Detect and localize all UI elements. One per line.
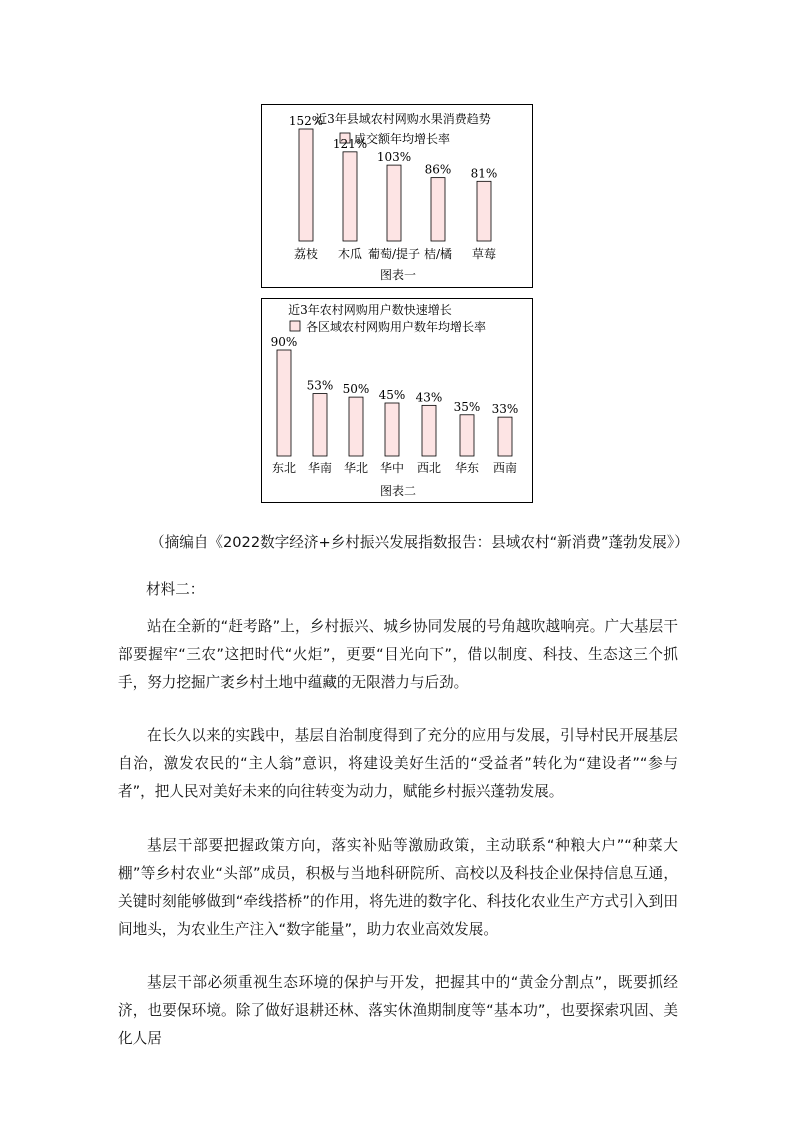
value-label-4: 86% <box>424 162 452 177</box>
category-label-2: 华南 <box>307 461 333 475</box>
bar-2 <box>343 152 357 241</box>
value-label-3: 103% <box>376 150 412 165</box>
category-label-5: 西北 <box>416 461 442 475</box>
value-label-7: 33% <box>491 402 519 417</box>
paragraph-1: 站在全新的“赶考路”上，乡村振兴、城乡协同发展的号角越吹越响亮。广大基层干部要握牢“三农”这把时代“火炬”，更要“目光向下”，借以制度、科技、生态这三个抓手，努力挖掘广袤乡村土地中蕴藏的无限潜力与后劲。 <box>118 618 678 691</box>
bar-6 <box>460 415 474 456</box>
category-label-1: 荔枝 <box>293 247 319 261</box>
bar-3 <box>349 397 363 456</box>
source-citation: （摘编自《2022数字经济+乡村振兴发展指数报告：县域农村“新消费”蓬勃发展》） <box>150 534 689 551</box>
figure-caption: 图表一 <box>379 268 417 282</box>
value-label-5: 81% <box>470 166 498 181</box>
category-label-3: 华北 <box>343 461 369 475</box>
category-label-1: 东北 <box>271 461 297 475</box>
legend-label: 成交额年均增长率 <box>354 132 451 146</box>
category-label-3: 葡萄/提子 <box>367 247 421 261</box>
value-label-3: 50% <box>342 382 370 397</box>
paragraph-4: 基层干部必须重视生态环境的保护与开发，把握其中的“黄金分割点”，既要抓经济，也要保环境。除了做好退耕还林、落实休渔期制度等“基本功”，也要探索巩固、美化人居 <box>118 974 678 1047</box>
bar-3 <box>387 165 401 241</box>
value-label-1: 90% <box>270 335 298 349</box>
category-label-5: 草莓 <box>471 247 497 261</box>
paragraph-3: 基层干部要把握政策方向，落实补贴等激励政策，主动联系“种粮大户”“种菜大棚”等乡村农业“头部”成员，积极与当地科研院所、高校以及科技企业保持信息互通，关键时刻能够做到“牵线搭桥”的作用，将先进的数字化、科技化农业生产方式引入到田间地头，为农业生产注入“数字能量”，助力农业高效发展。 <box>118 837 678 938</box>
section-heading: 材料二： <box>146 581 205 598</box>
chart-fruit-svg <box>262 105 534 289</box>
category-label-2: 木瓜 <box>337 247 363 261</box>
chart-users-svg <box>262 299 534 504</box>
chart-fruit-consumption <box>261 104 533 288</box>
figure-caption: 图表二 <box>379 484 417 498</box>
category-label-7: 西南 <box>492 461 518 475</box>
bar-4 <box>385 403 399 456</box>
chart-title: 近3年农村网购用户数快速增长 <box>288 303 452 317</box>
bar-7 <box>498 417 512 456</box>
value-label-2: 53% <box>306 378 334 393</box>
category-label-4: 桔/橘 <box>423 247 453 261</box>
bar-1 <box>277 350 291 456</box>
legend-label: 各区域农村网购用户数年均增长率 <box>306 320 487 334</box>
value-label-1: 152% <box>288 114 324 128</box>
value-label-5: 43% <box>415 390 443 405</box>
bar-4 <box>431 178 445 241</box>
value-label-2: 121% <box>332 136 368 151</box>
category-label-4: 华中 <box>379 461 405 475</box>
legend-swatch <box>290 321 300 331</box>
chart-rural-users <box>261 298 533 503</box>
value-label-4: 45% <box>378 388 406 402</box>
bar-2 <box>313 394 327 456</box>
bar-5 <box>422 405 436 456</box>
bar-5 <box>477 181 491 241</box>
chart-title: 近3年县域农村网购水果消费趋势 <box>315 112 491 126</box>
bar-1 <box>299 129 313 241</box>
paragraph-2: 在长久以来的实践中，基层自治制度得到了充分的应用与发展，引导村民开展基层自治，激发农民的“主人翁”意识，将建设美好生活的“受益者”转化为“建设者”“参与者”，把人民对美好未来的向往转变为动力，赋能乡村振兴蓬勃发展。 <box>118 727 678 800</box>
value-label-6: 35% <box>453 399 481 414</box>
category-label-6: 华东 <box>454 461 480 475</box>
